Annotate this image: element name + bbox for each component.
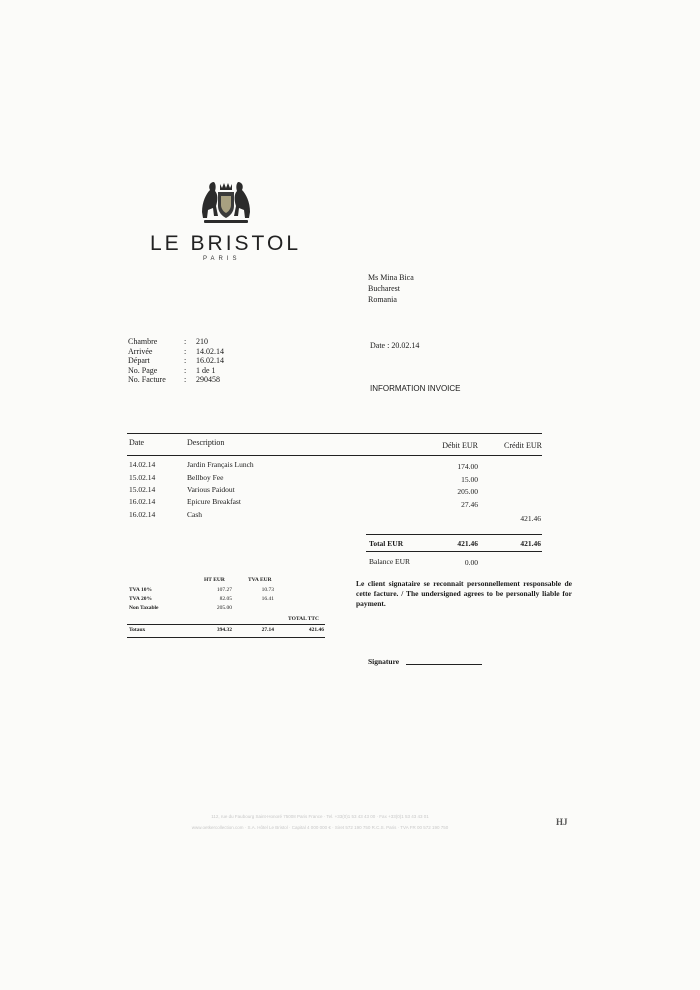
row-debit: 174.00 bbox=[457, 462, 478, 471]
totals-mid-rule bbox=[366, 551, 542, 552]
row-date: 14.02.14 bbox=[129, 460, 156, 469]
header-description: Description bbox=[187, 438, 225, 447]
row-description: Various Paidout bbox=[187, 485, 235, 494]
tax-row-label: Non Taxable bbox=[129, 605, 159, 611]
tax-col-tva: TVA EUR bbox=[248, 577, 272, 583]
info-row-room: Chambre : 210 bbox=[128, 337, 208, 346]
total-debit: 421.46 bbox=[457, 539, 478, 548]
footer-legal: www.oetkercollection.com · S.A. Hôtel Le Bristol · Capital 4 000 000 € · Siret 572 190 750 R.C.S. Paris · TVA FR 00 572 190 750 bbox=[191, 825, 449, 830]
tax-row-label: TVA 20% bbox=[129, 596, 152, 602]
total-credit: 421.46 bbox=[520, 539, 541, 548]
tax-top-rule bbox=[127, 624, 325, 625]
totals-label: Totaux bbox=[129, 627, 146, 633]
invoice-date: Date : 20.02.14 bbox=[370, 341, 420, 350]
info-row-page: No. Page : 1 de 1 bbox=[128, 365, 216, 375]
recipient-line: Romania bbox=[368, 295, 397, 304]
brand-city: PARIS bbox=[203, 256, 241, 262]
row-description: Bellboy Fee bbox=[187, 473, 224, 482]
balance-eur-label: Balance EUR bbox=[369, 557, 411, 566]
header-date: Date bbox=[129, 438, 145, 447]
recipient-address bbox=[368, 272, 414, 305]
tax-row-tva: 16.41 bbox=[261, 596, 274, 602]
row-date: 16.02.14 bbox=[129, 510, 156, 519]
signature-label: Signature bbox=[368, 657, 400, 666]
row-debit: 15.00 bbox=[461, 475, 478, 484]
totals-tva: 27.14 bbox=[261, 627, 274, 633]
footer-address: 112, rue du Faubourg Saint-Honoré 75008 Paris France · Tel. +33(0)1 53 43 43 00 · Fax +33(0)1 53 43 43 01 bbox=[211, 814, 429, 819]
balance-value: 0.00 bbox=[464, 558, 478, 567]
row-description: Jardin Français Lunch bbox=[187, 460, 254, 469]
row-credit: 421.46 bbox=[520, 514, 541, 523]
brand-name: LE BRISTOL bbox=[150, 232, 301, 255]
header-credit: Crédit EUR bbox=[504, 441, 542, 450]
table-header-rule bbox=[127, 455, 542, 456]
hotel-crest-logo bbox=[196, 172, 256, 228]
footer-monogram: HJ bbox=[556, 817, 568, 827]
document-title: INFORMATION INVOICE bbox=[370, 384, 461, 393]
row-date: 15.02.14 bbox=[129, 473, 156, 482]
row-description: Cash bbox=[187, 510, 202, 519]
row-date: 16.02.14 bbox=[129, 497, 156, 506]
row-date: 15.02.14 bbox=[129, 485, 156, 494]
liability-notice: Le client signataire se reconnait personnellement responsable de cette facture. / The undersigned agrees to be personally liable for payment. bbox=[356, 579, 572, 608]
row-debit: 27.46 bbox=[461, 500, 478, 509]
tax-row-ht: 107.27 bbox=[216, 587, 232, 593]
totals-ttc: 421.46 bbox=[308, 627, 324, 633]
tax-row-ht: 205.00 bbox=[216, 605, 232, 611]
info-row-invoice-no: No. Facture : 290458 bbox=[128, 375, 220, 384]
totals-top-rule bbox=[366, 534, 542, 535]
tax-row-label: TVA 10% bbox=[129, 587, 152, 593]
recipient-line: Ms Mina Bica bbox=[368, 273, 414, 282]
row-debit: 205.00 bbox=[457, 487, 478, 496]
tax-row-tva: 10.73 bbox=[261, 587, 274, 593]
header-debit: Débit EUR bbox=[442, 441, 478, 450]
tax-bottom-rule bbox=[127, 637, 325, 638]
total-ttc-label: TOTAL TTC bbox=[288, 616, 320, 622]
total-eur-label: Total EUR bbox=[369, 539, 404, 548]
table-top-rule bbox=[127, 433, 542, 434]
info-row-departure: Départ : 16.02.14 bbox=[128, 356, 224, 365]
tax-row-ht: 82.05 bbox=[219, 596, 232, 602]
stay-info bbox=[128, 337, 224, 385]
row-description: Epicure Breakfast bbox=[187, 497, 241, 506]
tax-col-ht: HT EUR bbox=[204, 577, 225, 583]
info-row-arrival: Arrivée : 14.02.14 bbox=[128, 346, 224, 356]
recipient-line: Bucharest bbox=[368, 284, 400, 293]
signature-line bbox=[406, 664, 482, 665]
totals-ht: 394.32 bbox=[216, 627, 232, 633]
